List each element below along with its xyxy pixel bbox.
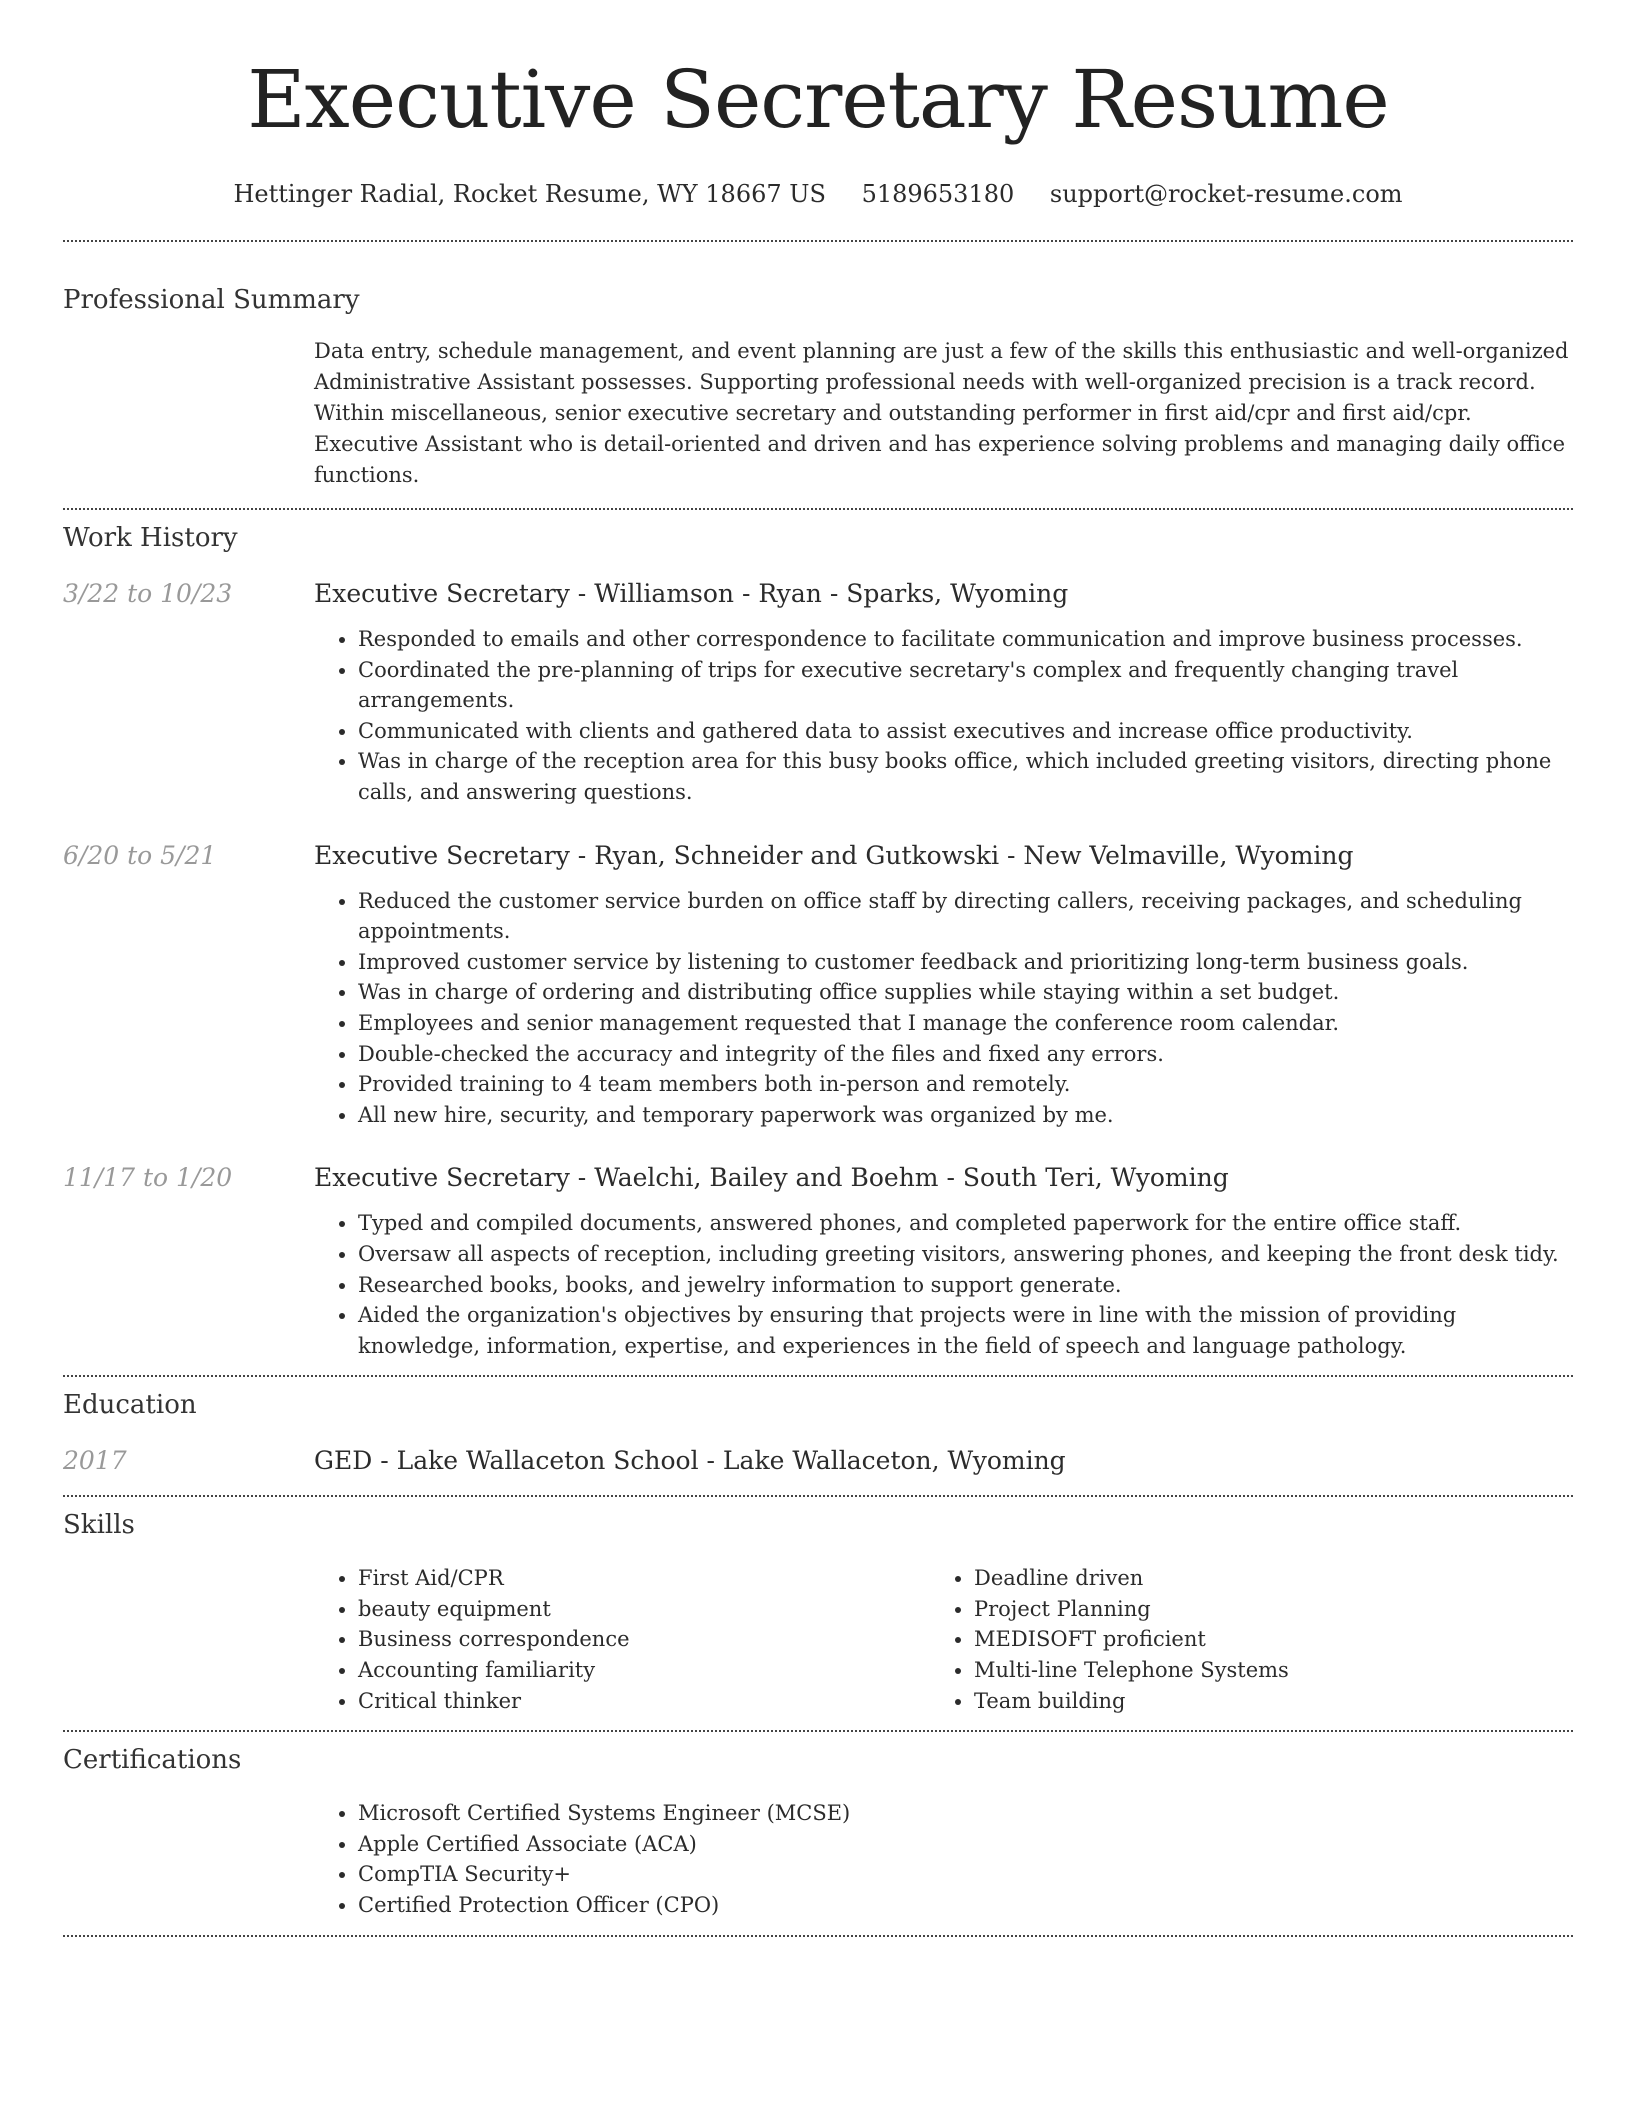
skills-list-left xyxy=(314,1563,930,1716)
job-entry xyxy=(63,838,1573,1131)
job-title: Executive Secretary - Williamson - Ryan - Sparks, Wyoming xyxy=(314,579,1069,608)
list-item: • Project Planning xyxy=(974,1594,1546,1625)
list-item: • Researched books, books, and jewelry information to support generate. xyxy=(358,1270,1573,1301)
education-title: GED - Lake Wallaceton School - Lake Wallaceton, Wyoming xyxy=(314,1446,1066,1476)
list-item: • First Aid/CPR xyxy=(358,1563,930,1594)
contact-address: Hettinger Radial, Rocket Resume, WY 18667 US xyxy=(233,180,826,208)
list-item: • Was in charge of ordering and distributing office supplies while staying within a set budget. xyxy=(358,977,1573,1008)
job-dates: 11/17 to 1/20 xyxy=(63,1163,233,1193)
section-heading-certifications: Certifications xyxy=(63,1745,242,1776)
list-item: • Double-checked the accuracy and integrity of the files and fixed any errors. xyxy=(358,1039,1573,1070)
contact-email: support@rocket-resume.com xyxy=(1049,180,1403,208)
list-item: • Deadline driven xyxy=(974,1563,1546,1594)
list-item: • Microsoft Certified Systems Engineer (MCSE) xyxy=(358,1798,1573,1829)
list-item: • Communicated with clients and gathered data to assist executives and increase office productivity. xyxy=(358,716,1573,747)
list-item: • Coordinated the pre-planning of trips for executive secretary's complex and frequently changing travel arrangements. xyxy=(358,655,1573,716)
list-item: • Was in charge of the reception area for this busy books office, which included greeting visitors, directing phone calls, and answering questions. xyxy=(358,746,1573,807)
summary-text: Data entry, schedule management, and event planning are just a few of the skills this enthusiastic and well-organized Administrative Assistant possesses. Supporting professional needs with well-organized precision is a track record. Within miscellaneous, senior executive secretary and outstanding performer in first aid/cpr and first aid/cpr. Executive Assistant who is detail-oriented and driven and has experience solving problems and managing daily office functions. xyxy=(314,339,1569,487)
summary-section xyxy=(63,242,1573,491)
list-item: • Aided the organization's objectives by ensuring that projects were in line with the mission of providing knowledge, information, expertise, and experiences in the field of speech and language pathology. xyxy=(358,1300,1573,1361)
resume-page xyxy=(63,0,1573,1937)
job-dates: 3/22 to 10/23 xyxy=(63,579,233,608)
job-bullets xyxy=(314,1208,1573,1361)
list-item: • Certified Protection Officer (CPO) xyxy=(358,1890,1573,1921)
list-item: • beauty equipment xyxy=(358,1594,930,1625)
section-heading-education: Education xyxy=(63,1390,197,1421)
list-item: • Reduced the customer service burden on office staff by directing callers, receiving packages, and scheduling appointments. xyxy=(358,886,1573,947)
list-item: • All new hire, security, and temporary paperwork was organized by me. xyxy=(358,1100,1573,1131)
section-heading-skills: Skills xyxy=(63,1510,135,1541)
list-item: • Employees and senior management requested that I manage the conference room calendar. xyxy=(358,1008,1573,1039)
job-title: Executive Secretary - Ryan, Schneider and Gutkowski - New Velmaville, Wyoming xyxy=(314,840,1354,870)
job-title: Executive Secretary - Waelchi, Bailey and Boehm - South Teri, Wyoming xyxy=(314,1163,1229,1193)
education-entry xyxy=(63,1443,1573,1479)
list-item: • Typed and compiled documents, answered phones, and completed paperwork for the entire office staff. xyxy=(358,1208,1573,1239)
resume-header xyxy=(63,0,1573,210)
list-item: • Apple Certified Associate (ACA) xyxy=(358,1829,1573,1860)
job-bullets xyxy=(314,624,1573,808)
contact-line xyxy=(63,178,1573,210)
list-item: • Improved customer service by listening to customer feedback and prioritizing long-term business goals. xyxy=(358,947,1573,978)
list-item: • Provided training to 4 team members both in-person and remotely. xyxy=(358,1069,1573,1100)
job-entry xyxy=(63,1160,1573,1361)
list-item: • Multi-line Telephone Systems xyxy=(974,1655,1546,1686)
skills-list-right xyxy=(930,1563,1546,1716)
job-entry xyxy=(63,576,1573,808)
list-item: • CompTIA Security+ xyxy=(358,1859,1573,1890)
section-heading-summary: Professional Summary xyxy=(63,285,360,315)
list-item: • Responded to emails and other correspondence to facilitate communication and improve business processes. xyxy=(358,624,1573,655)
list-item: • Accounting familiarity xyxy=(358,1655,930,1686)
job-bullets xyxy=(314,886,1573,1131)
certifications-section xyxy=(63,1732,1573,1920)
list-item: • Business correspondence xyxy=(358,1624,930,1655)
education-section xyxy=(63,1377,1573,1479)
education-year: 2017 xyxy=(63,1446,127,1476)
list-item: • Oversaw all aspects of reception, including greeting visitors, answering phones, and keeping the front desk tidy. xyxy=(358,1239,1573,1270)
list-item: • Team building xyxy=(974,1686,1546,1717)
skills-section xyxy=(63,1497,1573,1716)
list-item: • Critical thinker xyxy=(358,1686,930,1717)
list-item: • MEDISOFT proficient xyxy=(974,1624,1546,1655)
work-history-section xyxy=(63,510,1573,1361)
section-heading-work-history: Work History xyxy=(63,523,238,553)
resume-title: Executive Secretary Resume xyxy=(247,53,1389,146)
contact-phone: 5189653180 xyxy=(861,180,1015,208)
certifications-list xyxy=(314,1798,1573,1920)
divider xyxy=(63,1935,1573,1937)
job-dates: 6/20 to 5/21 xyxy=(63,840,217,870)
